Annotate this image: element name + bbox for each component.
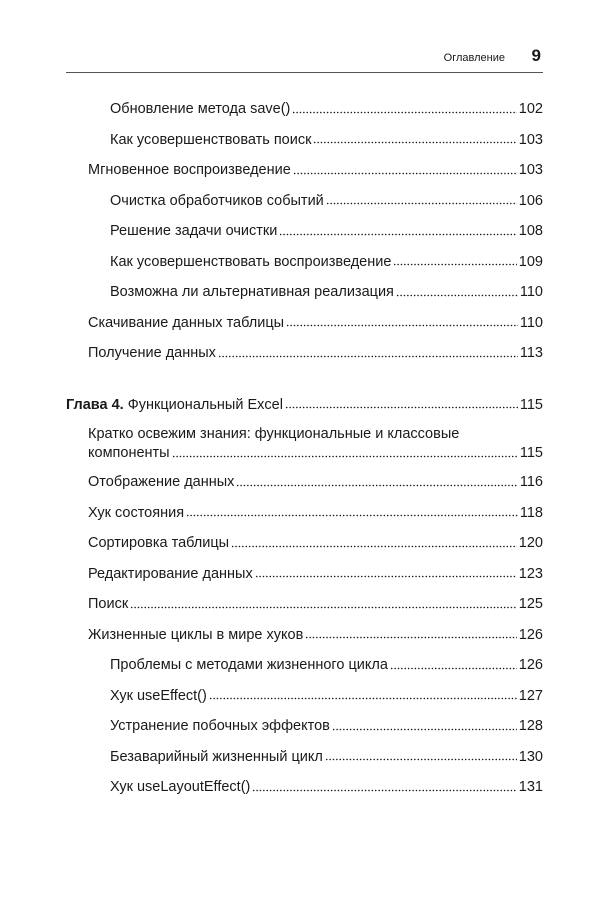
dot-leader — [292, 111, 516, 114]
toc-entry-text: Обновление метода save() — [110, 101, 291, 118]
toc-entry-title — [88, 505, 184, 521]
toc-entry-title — [110, 101, 290, 117]
toc-entry-page: 113 — [519, 345, 543, 362]
toc-entry — [66, 467, 543, 498]
toc-entry-text: Очистка обработчиков событий — [110, 192, 324, 209]
toc-entry — [66, 186, 543, 217]
toc-entry-page: 110 — [519, 284, 543, 301]
dot-leader — [332, 728, 517, 731]
toc-entry-text: Жизненные циклы в мире хуков — [88, 626, 304, 643]
dot-leader — [325, 758, 517, 761]
dot-leader — [231, 545, 517, 548]
toc-entry-text: Как усовершенствовать поиск — [110, 131, 312, 148]
chapter-label: Глава 4. — [66, 396, 124, 413]
toc-entry — [66, 650, 543, 681]
toc-entry-page: 120 — [518, 535, 543, 552]
dot-leader — [236, 484, 517, 487]
toc-entry-text: Безаварийный жизненный цикл — [110, 748, 323, 765]
toc-entry — [66, 711, 543, 742]
toc-entry — [66, 589, 543, 620]
toc-entry-title — [110, 749, 323, 765]
dot-leader — [396, 294, 518, 297]
dot-leader — [285, 406, 518, 409]
toc-entry — [66, 277, 543, 308]
toc-entry-page: 103 — [518, 131, 543, 148]
toc-entry — [66, 338, 543, 369]
toc-entry-text: Хук состояния — [88, 504, 185, 521]
toc-entry-title — [110, 657, 388, 673]
toc-entry-text: Мгновенное воспроизведение — [88, 162, 291, 179]
toc-entry-page: 103 — [518, 162, 543, 179]
toc-entry-page: 130 — [518, 748, 543, 765]
toc-entry-text: Скачивание данных таблицы — [88, 314, 285, 331]
toc-entry — [66, 420, 543, 467]
dot-leader — [293, 172, 517, 175]
page-number: 9 — [531, 46, 541, 65]
toc-entry-page: 106 — [518, 192, 543, 209]
toc-entry-title — [110, 779, 250, 795]
toc-entry-text: Поиск — [88, 596, 129, 613]
toc-entry — [66, 559, 543, 590]
dot-leader — [252, 789, 516, 792]
toc-entry-title — [110, 223, 277, 239]
toc-entry-page: 102 — [518, 101, 543, 118]
toc-entry-page: 110 — [519, 314, 543, 331]
toc-entry-page: 125 — [518, 596, 543, 613]
toc-entry-page: 118 — [519, 504, 543, 521]
dot-leader — [255, 575, 517, 578]
toc-entry-text: Получение данных — [88, 345, 216, 362]
toc-entry — [66, 620, 543, 651]
toc-entry — [66, 308, 543, 339]
dot-leader — [326, 202, 517, 205]
dot-leader — [286, 324, 518, 327]
dot-leader — [305, 636, 517, 639]
running-header — [66, 44, 543, 73]
toc-entry-title — [110, 254, 391, 270]
dot-leader — [130, 606, 517, 609]
toc-entry-text: Функциональный Excel — [123, 396, 283, 413]
toc-entry — [66, 681, 543, 712]
toc-entry-title — [110, 284, 394, 300]
toc-entry-title — [88, 315, 284, 331]
toc-entry-page: 123 — [518, 565, 543, 582]
toc-entry-page: 128 — [518, 718, 543, 735]
dot-leader — [393, 263, 516, 266]
toc-entry — [66, 216, 543, 247]
toc-entry — [66, 742, 543, 773]
toc-entry-text: Проблемы с методами жизненного цикла — [110, 657, 388, 674]
toc-entry-title — [88, 627, 303, 643]
toc-entry-page: 115 — [519, 445, 543, 461]
toc-entry-text: Решение задачи очистки — [110, 223, 278, 240]
toc-entry-page: 131 — [518, 779, 543, 796]
dot-leader — [209, 697, 517, 700]
running-header-title: Оглавление — [443, 52, 505, 64]
toc-entry-page: 108 — [518, 223, 543, 240]
dot-leader — [390, 667, 517, 670]
toc-entry-text: Возможна ли альтернативная реализация — [110, 284, 394, 301]
dot-leader — [172, 455, 518, 458]
toc-entry — [66, 498, 543, 529]
table-of-contents — [66, 94, 543, 803]
toc-entry — [66, 94, 543, 125]
toc-entry-page: 126 — [518, 626, 543, 643]
toc-entry-text: Хук useLayoutEffect() — [110, 779, 251, 796]
toc-entry — [66, 155, 543, 186]
dot-leader — [186, 514, 518, 517]
toc-entry-page: 126 — [518, 657, 543, 674]
toc-entry-title — [88, 345, 216, 361]
toc-entry-title — [88, 596, 128, 612]
toc-entry-title — [88, 474, 234, 490]
toc-entry-page: 109 — [518, 253, 543, 270]
toc-chapter-entry — [66, 390, 543, 421]
toc-entry-title — [110, 718, 330, 734]
dot-leader — [218, 355, 518, 358]
toc-entry-page: 127 — [518, 687, 543, 704]
toc-entry-title — [66, 397, 283, 413]
toc-entry-title — [110, 193, 324, 209]
dot-leader — [313, 141, 516, 144]
toc-entry-title — [88, 566, 253, 582]
toc-entry — [66, 528, 543, 559]
toc-entry-text: Хук useEffect() — [110, 687, 207, 704]
toc-entry-text: Как усовершенствовать воспроизведение — [110, 253, 392, 270]
toc-entry-title: Кратко освежим знания: функциональные и классовые — [88, 426, 460, 442]
toc-entry — [66, 772, 543, 803]
toc-entry-title — [88, 162, 291, 178]
dot-leader — [279, 233, 516, 236]
toc-entry-page: 116 — [519, 474, 543, 491]
toc-entry-title — [88, 535, 229, 551]
toc-entry-text: Устранение побочных эффектов — [110, 718, 330, 735]
toc-entry — [66, 125, 543, 156]
toc-entry-title — [110, 688, 207, 704]
toc-entry-title — [110, 132, 311, 148]
toc-entry-text: Сортировка таблицы — [88, 535, 230, 552]
toc-entry-title-continued: компоненты — [88, 445, 170, 461]
toc-entry-page: 115 — [519, 396, 543, 413]
toc-entry-text: Отображение данных — [88, 474, 235, 491]
toc-entry-text: Редактирование данных — [88, 565, 253, 582]
toc-entry — [66, 247, 543, 278]
